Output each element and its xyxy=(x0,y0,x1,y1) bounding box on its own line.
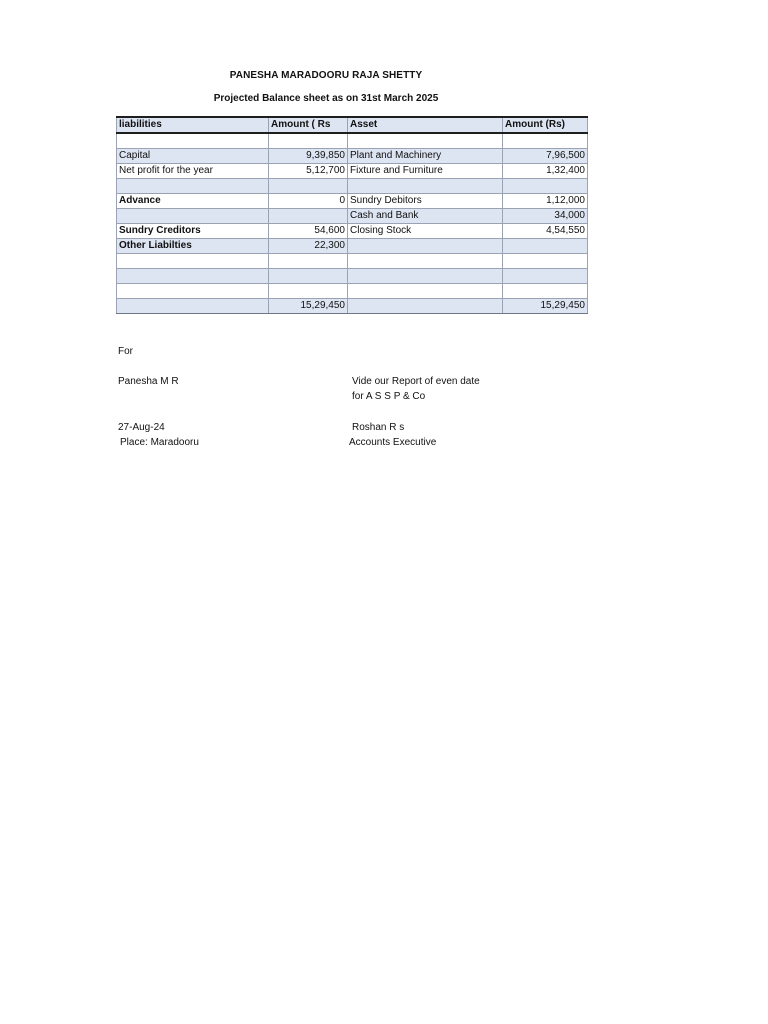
signatory-name: Panesha M R xyxy=(118,376,179,387)
report-reference: Vide our Report of even date xyxy=(352,376,480,387)
liability-amount-cell: 0 xyxy=(269,194,348,209)
table-row xyxy=(117,209,588,224)
asset-cell xyxy=(348,284,503,299)
asset-cell xyxy=(348,239,503,254)
liability-amount-cell xyxy=(269,179,348,194)
asset-cell xyxy=(348,299,503,314)
liability-cell: Capital xyxy=(117,149,269,164)
liability-amount-cell: 22,300 xyxy=(269,239,348,254)
asset-amount-cell xyxy=(503,179,588,194)
table-row xyxy=(117,239,588,254)
liability-amount-cell xyxy=(269,133,348,149)
table-row xyxy=(117,133,588,149)
balance-sheet-table xyxy=(116,116,588,314)
table-header-row xyxy=(117,117,588,133)
asset-amount-cell: 1,12,000 xyxy=(503,194,588,209)
table-row xyxy=(117,164,588,179)
asset-amount-cell: 7,96,500 xyxy=(503,149,588,164)
liability-cell xyxy=(117,269,269,284)
header-asset-amount: Amount (Rs) xyxy=(503,117,588,133)
liability-amount-cell xyxy=(269,284,348,299)
header-liabilities: liabilities xyxy=(117,117,269,133)
for-label: For xyxy=(118,346,133,357)
table-row xyxy=(117,284,588,299)
asset-amount-cell: 4,54,550 xyxy=(503,224,588,239)
liability-cell: Advance xyxy=(117,194,269,209)
asset-cell: Closing Stock xyxy=(348,224,503,239)
liability-cell: Net profit for the year xyxy=(117,164,269,179)
asset-amount-cell xyxy=(503,239,588,254)
assets-total: 15,29,450 xyxy=(503,299,588,314)
signature-date: 27-Aug-24 xyxy=(118,422,165,433)
liability-cell xyxy=(117,254,269,269)
firm-name: for A S S P & Co xyxy=(352,391,426,402)
asset-amount-cell xyxy=(503,254,588,269)
asset-cell xyxy=(348,269,503,284)
liability-cell xyxy=(117,299,269,314)
header-asset: Asset xyxy=(348,117,503,133)
liability-cell: Sundry Creditors xyxy=(117,224,269,239)
asset-amount-cell xyxy=(503,284,588,299)
table-row xyxy=(117,149,588,164)
liability-amount-cell: 9,39,850 xyxy=(269,149,348,164)
liability-amount-cell xyxy=(269,209,348,224)
asset-cell xyxy=(348,179,503,194)
asset-cell: Cash and Bank xyxy=(348,209,503,224)
auditor-title: Accounts Executive xyxy=(349,437,437,448)
liability-amount-cell: 54,600 xyxy=(269,224,348,239)
table-row xyxy=(117,179,588,194)
asset-cell: Plant and Machinery xyxy=(348,149,503,164)
asset-amount-cell: 1,32,400 xyxy=(503,164,588,179)
table-row xyxy=(117,194,588,209)
asset-cell xyxy=(348,254,503,269)
liability-cell xyxy=(117,179,269,194)
liability-cell: Other Liabilties xyxy=(117,239,269,254)
asset-cell: Sundry Debitors xyxy=(348,194,503,209)
company-name: PANESHA MARADOORU RAJA SHETTY xyxy=(229,70,423,81)
liability-amount-cell: 5,12,700 xyxy=(269,164,348,179)
asset-amount-cell xyxy=(503,269,588,284)
liability-amount-cell xyxy=(269,254,348,269)
table-row xyxy=(117,224,588,239)
asset-cell: Fixture and Furniture xyxy=(348,164,503,179)
table-row xyxy=(117,254,588,269)
asset-amount-cell: 34,000 xyxy=(503,209,588,224)
liability-cell xyxy=(117,284,269,299)
liability-cell xyxy=(117,209,269,224)
signature-place: Place: Maradooru xyxy=(120,437,199,448)
document-title: Projected Balance sheet as on 31st March 2025 xyxy=(213,93,439,104)
asset-cell xyxy=(348,133,503,149)
header-liabilities-amount: Amount ( Rs xyxy=(269,117,348,133)
table-row xyxy=(117,269,588,284)
total-row xyxy=(117,299,588,314)
liabilities-total: 15,29,450 xyxy=(269,299,348,314)
asset-amount-cell xyxy=(503,133,588,149)
liability-amount-cell xyxy=(269,269,348,284)
auditor-name: Roshan R s xyxy=(352,422,405,433)
liability-cell xyxy=(117,133,269,149)
